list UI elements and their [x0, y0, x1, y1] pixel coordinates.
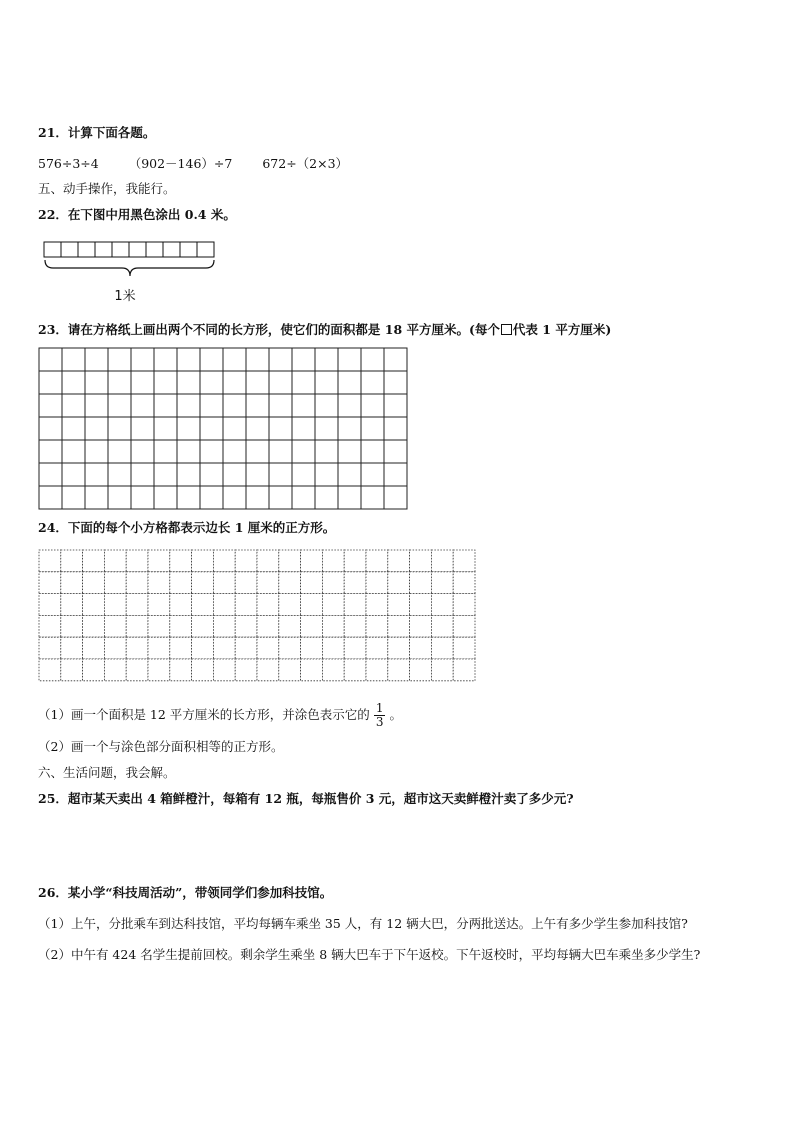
grid-cell[interactable] [269, 417, 292, 440]
question-26-part-2: （2）中午有 424 名学生提前回校。剩余学生乘坐 8 辆大巴车于下午返校。下午返校时，平均每辆大巴车乘坐多少学生? [38, 947, 701, 962]
grid-cell[interactable] [177, 371, 200, 394]
grid-cell[interactable] [344, 615, 366, 637]
grid-cell[interactable] [246, 463, 269, 486]
grid-cell[interactable] [410, 572, 432, 594]
grid-cell[interactable] [338, 394, 361, 417]
grid-cell[interactable] [131, 486, 154, 509]
grid-cell[interactable] [39, 463, 62, 486]
grid-cell[interactable] [148, 637, 170, 659]
grid-cell[interactable] [410, 659, 432, 681]
grid-cell[interactable] [213, 615, 235, 637]
grid-cell[interactable] [83, 594, 105, 616]
grid-cell[interactable] [344, 572, 366, 594]
question-21-title: 21．计算下面各题。 [38, 125, 156, 140]
grid-cell[interactable] [223, 371, 246, 394]
strip-cell[interactable] [129, 242, 146, 257]
grid-cell[interactable] [126, 637, 148, 659]
grid-cell[interactable] [315, 417, 338, 440]
grid-cell[interactable] [61, 572, 83, 594]
grid-cell[interactable] [388, 594, 410, 616]
grid-cell[interactable] [85, 348, 108, 371]
grid-cell[interactable] [361, 440, 384, 463]
grid-cell[interactable] [384, 348, 407, 371]
grid-cell[interactable] [39, 550, 61, 572]
grid-cell[interactable] [453, 594, 475, 616]
grid-cell[interactable] [366, 615, 388, 637]
grid-cell[interactable] [39, 659, 61, 681]
grid-cell[interactable] [177, 417, 200, 440]
grid-cell[interactable] [366, 659, 388, 681]
grid-cell[interactable] [246, 440, 269, 463]
grid-cell[interactable] [39, 615, 61, 637]
grid-cell[interactable] [108, 417, 131, 440]
grid-cell[interactable] [200, 463, 223, 486]
grid-cell[interactable] [177, 486, 200, 509]
grid-cell[interactable] [361, 371, 384, 394]
grid-cell[interactable] [223, 348, 246, 371]
question-26-part-1: （1）上午，分批乘车到达科技馆，平均每辆车乘坐 35 人，有 12 辆大巴，分两批送达。上午有多少学生参加科技馆? [38, 916, 688, 931]
grid-cell[interactable] [246, 371, 269, 394]
grid-paper-24[interactable] [38, 549, 478, 685]
grid-cell[interactable] [235, 637, 257, 659]
grid-cell[interactable] [126, 659, 148, 681]
grid-cell[interactable] [148, 659, 170, 681]
grid-cell[interactable] [213, 637, 235, 659]
grid-cell[interactable] [431, 550, 453, 572]
grid-cell[interactable] [322, 637, 344, 659]
grid-cell[interactable] [39, 440, 62, 463]
grid-cell[interactable] [62, 348, 85, 371]
grid-cell[interactable] [62, 417, 85, 440]
grid-cell[interactable] [235, 572, 257, 594]
grid-cell[interactable] [192, 615, 214, 637]
grid-cell[interactable] [104, 550, 126, 572]
brace-label: 1米 [114, 289, 136, 304]
grid-cell[interactable] [453, 615, 475, 637]
grid-cell[interactable] [315, 440, 338, 463]
grid-cell[interactable] [154, 348, 177, 371]
strip-cell[interactable] [146, 242, 163, 257]
grid-cell[interactable] [246, 417, 269, 440]
grid-cell[interactable] [338, 371, 361, 394]
grid-cell[interactable] [322, 615, 344, 637]
grid-cell[interactable] [235, 659, 257, 681]
grid-cell[interactable] [257, 659, 279, 681]
grid-cell[interactable] [108, 440, 131, 463]
grid-cell[interactable] [344, 550, 366, 572]
grid-cell[interactable] [384, 417, 407, 440]
grid-cell[interactable] [431, 594, 453, 616]
grid-cell[interactable] [148, 594, 170, 616]
grid-cell[interactable] [108, 394, 131, 417]
expression-1: 576÷3÷4 [38, 156, 99, 171]
grid-cell[interactable] [344, 637, 366, 659]
grid-cell[interactable] [223, 394, 246, 417]
grid-cell[interactable] [154, 417, 177, 440]
grid-cell[interactable] [257, 572, 279, 594]
grid-cell[interactable] [388, 637, 410, 659]
grid-cell[interactable] [322, 550, 344, 572]
grid-cell[interactable] [170, 550, 192, 572]
grid-cell[interactable] [154, 371, 177, 394]
question-24-part-1 [38, 697, 402, 733]
grid-cell[interactable] [366, 550, 388, 572]
grid-cell[interactable] [366, 572, 388, 594]
grid-cell[interactable] [431, 659, 453, 681]
grid-cell[interactable] [154, 486, 177, 509]
grid-cell[interactable] [279, 572, 301, 594]
grid-cell[interactable] [39, 572, 61, 594]
strip-cell[interactable] [95, 242, 112, 257]
grid-cell[interactable] [246, 394, 269, 417]
grid-cell[interactable] [361, 417, 384, 440]
grid-cell[interactable] [384, 371, 407, 394]
grid-cell[interactable] [269, 440, 292, 463]
grid-cell[interactable] [235, 594, 257, 616]
grid-cell[interactable] [269, 486, 292, 509]
grid-cell[interactable] [104, 637, 126, 659]
grid-cell[interactable] [83, 572, 105, 594]
strip-cell[interactable] [163, 242, 180, 257]
grid-cell[interactable] [170, 572, 192, 594]
grid-cell[interactable] [388, 572, 410, 594]
grid-cell[interactable] [177, 463, 200, 486]
grid-cell[interactable] [192, 659, 214, 681]
grid-cell[interactable] [301, 659, 323, 681]
question-23-text-tail: 代表 1 平方厘米) [512, 322, 612, 337]
grid-cell[interactable] [62, 440, 85, 463]
grid-cell[interactable] [170, 594, 192, 616]
grid-cell[interactable] [453, 659, 475, 681]
grid-cell[interactable] [257, 594, 279, 616]
expression-2: （902－146）÷7 [128, 156, 233, 171]
grid-cell[interactable] [257, 550, 279, 572]
grid-cell[interactable] [154, 394, 177, 417]
grid-cell[interactable] [292, 440, 315, 463]
grid-cell[interactable] [39, 417, 62, 440]
grid-cell[interactable] [292, 348, 315, 371]
grid-cell[interactable] [246, 348, 269, 371]
grid-cell[interactable] [344, 659, 366, 681]
grid-cell[interactable] [131, 417, 154, 440]
grid-cell[interactable] [315, 371, 338, 394]
grid-cell[interactable] [213, 659, 235, 681]
question-24-part-1-text: （1）画一个面积是 12 平方厘米的长方形，并涂色表示它的 [38, 707, 370, 722]
grid-cell[interactable] [257, 615, 279, 637]
grid-cell[interactable] [292, 371, 315, 394]
grid-cell[interactable] [126, 572, 148, 594]
grid-cell[interactable] [108, 486, 131, 509]
grid-cell[interactable] [126, 594, 148, 616]
grid-cell[interactable] [200, 486, 223, 509]
grid-cell[interactable] [108, 371, 131, 394]
section-6-heading: 六、生活问题，我会解。 [38, 765, 176, 780]
grid-cell[interactable] [131, 440, 154, 463]
grid-cell[interactable] [61, 637, 83, 659]
grid-cell[interactable] [170, 637, 192, 659]
grid-cell[interactable] [453, 572, 475, 594]
grid-cell[interactable] [322, 659, 344, 681]
question-22-title: 22．在下图中用黑色涂出 0.4 米。 [38, 207, 236, 222]
grid-cell[interactable] [85, 463, 108, 486]
grid-cell[interactable] [200, 348, 223, 371]
grid-cell[interactable] [301, 637, 323, 659]
grid-cell[interactable] [39, 594, 61, 616]
grid-cell[interactable] [338, 417, 361, 440]
grid-cell[interactable] [315, 486, 338, 509]
grid-cell[interactable] [388, 659, 410, 681]
grid-cell[interactable] [61, 594, 83, 616]
grid-cell[interactable] [388, 550, 410, 572]
grid-cell[interactable] [410, 615, 432, 637]
grid-cell[interactable] [257, 637, 279, 659]
grid-cell[interactable] [85, 440, 108, 463]
grid-cell[interactable] [213, 594, 235, 616]
grid-cell[interactable] [213, 550, 235, 572]
grid-cell[interactable] [292, 486, 315, 509]
grid-cell[interactable] [223, 463, 246, 486]
grid-cell[interactable] [279, 594, 301, 616]
grid-cell[interactable] [322, 594, 344, 616]
grid-cell[interactable] [361, 486, 384, 509]
grid-cell[interactable] [279, 659, 301, 681]
fraction-one-third [374, 702, 386, 729]
grid-cell[interactable] [431, 572, 453, 594]
grid-cell[interactable] [85, 417, 108, 440]
grid-cell[interactable] [62, 394, 85, 417]
grid-cell[interactable] [131, 348, 154, 371]
grid-cell[interactable] [83, 550, 105, 572]
grid-cell[interactable] [279, 615, 301, 637]
grid-cell[interactable] [154, 463, 177, 486]
grid-cell[interactable] [170, 659, 192, 681]
grid-cell[interactable] [177, 348, 200, 371]
question-23-text: 23．请在方格纸上画出两个不同的长方形，使它们的面积都是 18 平方厘米。(每个 [38, 322, 500, 337]
question-24-title: 24．下面的每个小方格都表示边长 1 厘米的正方形。 [38, 520, 336, 535]
grid-cell[interactable] [62, 463, 85, 486]
grid-cell[interactable] [453, 637, 475, 659]
grid-cell[interactable] [279, 550, 301, 572]
grid-cell[interactable] [384, 440, 407, 463]
question-23-title [38, 322, 611, 338]
grid-cell[interactable] [154, 440, 177, 463]
grid-cell[interactable] [384, 463, 407, 486]
strip-cell[interactable] [180, 242, 197, 257]
question-25: 25．超市某天卖出 4 箱鲜橙汁，每箱有 12 瓶，每瓶售价 3 元，超市这天卖鲜橙汁卖了多少元? [38, 791, 574, 806]
grid-cell[interactable] [83, 659, 105, 681]
strip-cell[interactable] [112, 242, 129, 257]
grid-cell[interactable] [301, 572, 323, 594]
grid-cell[interactable] [104, 659, 126, 681]
grid-cell[interactable] [223, 440, 246, 463]
grid-cell[interactable] [344, 594, 366, 616]
grid-cell[interactable] [148, 572, 170, 594]
grid-cell[interactable] [410, 637, 432, 659]
unit-square-icon [501, 324, 512, 335]
grid-cell[interactable] [338, 486, 361, 509]
grid-cell[interactable] [62, 371, 85, 394]
grid-cell[interactable] [366, 637, 388, 659]
grid-cell[interactable] [177, 440, 200, 463]
grid-cell[interactable] [384, 394, 407, 417]
grid-cell[interactable] [83, 615, 105, 637]
grid-cell[interactable] [61, 615, 83, 637]
grid-cell[interactable] [431, 637, 453, 659]
grid-cell[interactable] [61, 550, 83, 572]
grid-cell[interactable] [235, 550, 257, 572]
grid-cell[interactable] [301, 615, 323, 637]
grid-cell[interactable] [292, 417, 315, 440]
grid-cell[interactable] [361, 348, 384, 371]
grid-cell[interactable] [292, 394, 315, 417]
grid-cell[interactable] [85, 394, 108, 417]
grid-cell[interactable] [410, 550, 432, 572]
grid-cell[interactable] [85, 371, 108, 394]
grid-cell[interactable] [213, 572, 235, 594]
question-24-part-1-end: 。 [389, 707, 402, 722]
meter-strip-figure [40, 238, 220, 308]
grid-cell[interactable] [384, 486, 407, 509]
grid-cell[interactable] [246, 486, 269, 509]
grid-cell[interactable] [200, 371, 223, 394]
grid-cell[interactable] [366, 594, 388, 616]
grid-cell[interactable] [223, 486, 246, 509]
brace-icon [45, 260, 214, 276]
grid-cell[interactable] [200, 394, 223, 417]
grid-cell[interactable] [131, 371, 154, 394]
grid-cell[interactable] [431, 615, 453, 637]
grid-cell[interactable] [126, 550, 148, 572]
grid-cell[interactable] [192, 594, 214, 616]
grid-cell[interactable] [192, 550, 214, 572]
grid-cell[interactable] [269, 371, 292, 394]
grid-cell[interactable] [131, 394, 154, 417]
grid-cell[interactable] [410, 594, 432, 616]
grid-cell[interactable] [83, 637, 105, 659]
grid-cell[interactable] [192, 572, 214, 594]
grid-cell[interactable] [39, 394, 62, 417]
question-21-expressions [38, 156, 374, 172]
grid-cell[interactable] [279, 637, 301, 659]
grid-cell[interactable] [108, 463, 131, 486]
grid-cell[interactable] [269, 463, 292, 486]
grid-cell[interactable] [170, 615, 192, 637]
strip-cell[interactable] [197, 242, 214, 257]
grid-cell[interactable] [388, 615, 410, 637]
section-5-heading: 五、动手操作，我能行。 [38, 181, 176, 196]
expression-3: 672÷（2×3） [262, 156, 349, 171]
grid-cell[interactable] [338, 463, 361, 486]
grid-cell[interactable] [338, 440, 361, 463]
grid-cell[interactable] [200, 440, 223, 463]
grid-cell[interactable] [104, 615, 126, 637]
grid-cell[interactable] [269, 348, 292, 371]
grid-cell[interactable] [126, 615, 148, 637]
question-26-title: 26．某小学“科技周活动”，带领同学们参加科技馆。 [38, 885, 333, 900]
grid-cell[interactable] [148, 615, 170, 637]
grid-cell[interactable] [315, 348, 338, 371]
grid-cell[interactable] [338, 348, 361, 371]
grid-cell[interactable] [61, 659, 83, 681]
grid-cell[interactable] [200, 417, 223, 440]
meter-strip[interactable] [44, 242, 214, 257]
grid-cell[interactable] [301, 550, 323, 572]
grid-cell[interactable] [62, 486, 85, 509]
grid-cell[interactable] [453, 550, 475, 572]
grid-cell[interactable] [192, 637, 214, 659]
grid-cell[interactable] [301, 594, 323, 616]
grid-cell[interactable] [39, 486, 62, 509]
grid-cell[interactable] [148, 550, 170, 572]
grid-cell[interactable] [39, 348, 62, 371]
grid-cell[interactable] [104, 594, 126, 616]
grid-cell[interactable] [223, 417, 246, 440]
grid-cell[interactable] [292, 463, 315, 486]
fraction-denominator: 3 [375, 715, 384, 729]
grid-cell[interactable] [315, 463, 338, 486]
grid-cell[interactable] [269, 394, 292, 417]
grid-cell[interactable] [85, 486, 108, 509]
grid-cell[interactable] [104, 572, 126, 594]
grid-cell[interactable] [39, 371, 62, 394]
strip-cell[interactable] [44, 242, 61, 257]
grid-cell[interactable] [322, 572, 344, 594]
strip-cell[interactable] [61, 242, 78, 257]
grid-cell[interactable] [361, 394, 384, 417]
fraction-numerator: 1 [375, 701, 384, 715]
grid-cell[interactable] [108, 348, 131, 371]
strip-cell[interactable] [78, 242, 95, 257]
grid-cell[interactable] [131, 463, 154, 486]
question-24-part-2: （2）画一个与涂色部分面积相等的正方形。 [38, 739, 284, 754]
grid-cell[interactable] [235, 615, 257, 637]
grid-cell[interactable] [315, 394, 338, 417]
grid-paper-23[interactable] [38, 347, 410, 513]
grid-cell[interactable] [177, 394, 200, 417]
grid-cell[interactable] [39, 637, 61, 659]
grid-cell[interactable] [361, 463, 384, 486]
